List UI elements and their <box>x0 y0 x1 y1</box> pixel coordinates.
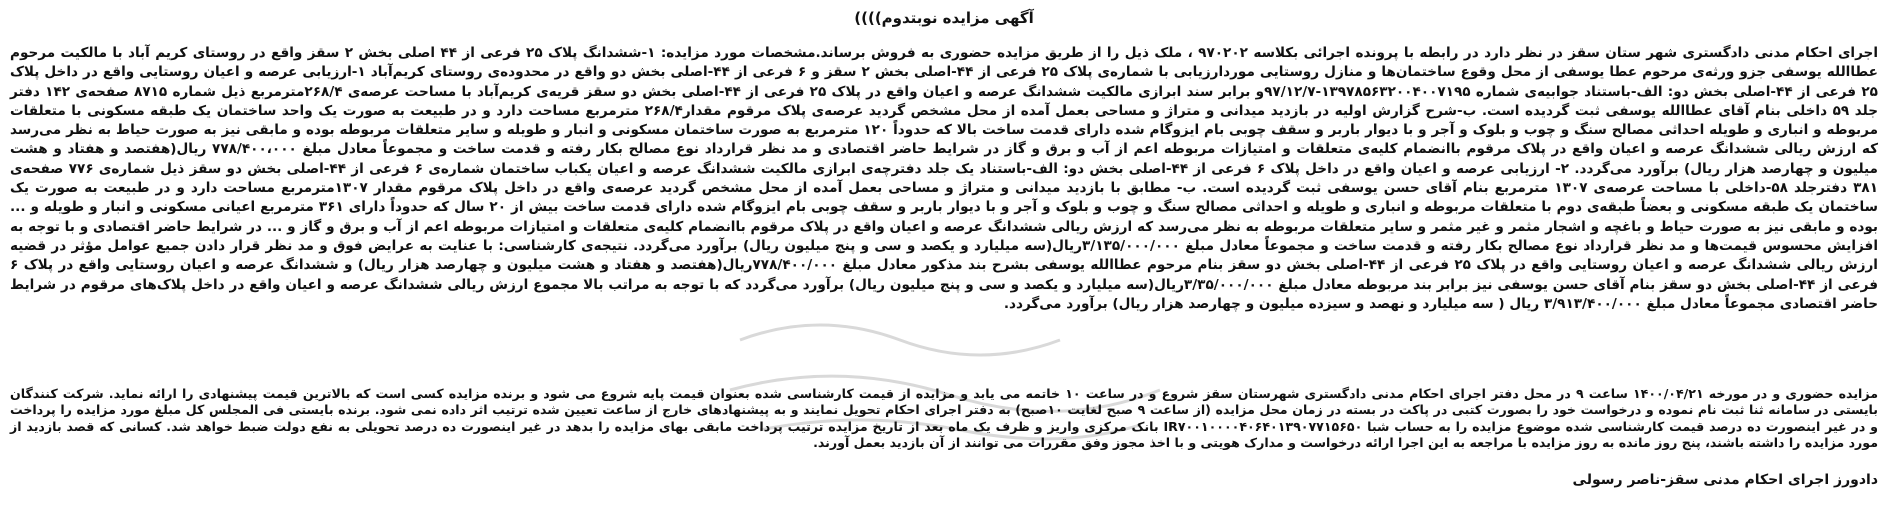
signature: دادورز اجرای احکام مدنی سقز-ناصر رسولی <box>1572 472 1878 488</box>
auction-conditions: مزایده حضوری و در مورخه ۱۴۰۰/۰۴/۲۱ ساعت ۹ در محل دفتر اجرای احکام مدنی دادگستری شهرستان سقز شروع و در ساعت ۱۰ خاتمه می یابد و مزایده از قیمت کارشناسی شده بعنوان قیمت پایه شروع می شود و برنده مزایده کسی است که بالاترین قیمت پیشنهادی را ارائه نماید. شرکت کنندگان بایستی در سامانه ثنا ثبت نام نموده و درخواست خود را بصورت کتبی در پاکت در بسته در زمان محل مزایده (از ساعت ۹ صبح لغایت ۱۰صبح) به دفتر اجرای احکام تحویل نمایند و به پیشنهادهای خارج از ساعت تعیین شده ترتیب اثر داده نمی شود. برنده بایستی فی المجلس کل مبلغ مورد مزایده را پرداخت و در غیر اینصورت ده درصد قیمت کارشناسی شده موضوع مزایده را به حساب شبا IR۷۰۰۱۰۰۰۰۴۰۶۴۰۱۳۹۰۷۷۱۵۶۵۰ بانک مرکزی واریز و ظرف یک ماه بعد از تاریخ مزایده ترتیب پرداخت مابقی بهای مزایده را بدهد در غیر اینصورت ده درصد تحویلی به نفع دولت ضبط خواهد شد. کسانی که قصد بازدید از مورد مزایده را داشته باشند، پنج روز مانده به روز مزایده با مراجعه به این اجرا ارائه درخواست و مدارک هویتی و با اخذ مجوز وفق مقررات می توانند از آن بازدید بعمل آورند. <box>10 386 1879 451</box>
notice-title: آگهی مزایده نوبتدوم)))) <box>854 9 1034 27</box>
notice-body: اجرای احکام مدنی دادگستری شهر ستان سقز در نظر دارد در رابطه با پرونده اجرائی بکلاسه ۹۷۰۲۰۲ ، ملک ذیل را از طریق مزایده حضوری به فروش برساند.مشخصات مورد مزایده: ۱-ششدانگ پلاک ۲۵ فرعی از ۴۴ اصلی بخش ۲ سقز واقع در روستای کریم آباد با مالکیت مرحوم عطاالله یوسفی جزو ورثه‌ی مرحوم عطا یوسفی از محل وقوع ساختمان‌ها و منازل روستایی موردارزیابی با شماره‌ی پلاک ۲۵ فرعی از ۴۴-اصلی بخش ۲ سقز و ۶ فرعی از ۴۴-اصلی بخش دو واقع در محدوده‌ی روستای کریم‌آباد ۱-ارزیابی عرصه و اعیان روستایی واقع در داخل پلاک ۲۵ فرعی از ۴۴-اصلی بخش دو: الف-باستناد جوابیه‌ی شماره ۱۳۹۷۸۵۶۳۲۰۰۴۰۰۷۱۹۵-۹۷/۱۲/۷و برابر سند ابرازی مالکیت ششدانگ عرصه و اعیان واقع در پلاک ۲۵ فرعی از ۴۴-اصلی بخش دو سقز قریه‌ی کریم‌آباد با مساحت عرصه‌ی ۲۶۸/۴مترمربع ذیل شماره ۸۷۱۵ صفحه‌ی ۱۴۲ دفتر جلد ۵۹ داخلی بنام آقای عطاالله یوسفی ثبت گردیده است. ب-شرح گزارش اولیه در بازدید میدانی و متراژ و مساحی بعمل آمده از محل مشخص گردید عرصه‌ی پلاک مرقوم مقدار۲۶۸/۴ مترمربع مساحت دارد و در طبیعت به صورت یک واحد ساختمان یک طبقه مسکونی با متعلقات مربوطه و انباری و طویله احداثی مصالح سنگ و چوب و بلوک و آجر و با دیوار باربر و سقف چوبی بام ایزوگام شده دارای قدمت ساخت بالا که حدوداً ۱۲۰ مترمربع به صورت ساختمان مسکونی و انبار و طویله و سایر متعلقات مربوطه بوده و مابقی نیز به صورت حیاط به نظر می‌رسد که ارزش ریالی ششدانگ عرصه و اعیان واقع در پلاک مرقوم باانضمام کلیه‌ی متعلقات و امتیازات مربوطه اعم از آب و برق و گاز در شرایط حاضر اقتصادی و مد نظر قرارداد نوع مصالح بکار رفته و قدمت ساخت و مجموعاً معادل مبلغ ۷۷۸/۴۰۰،۰۰۰ ریال(هفتصد و هفتاد و هشت میلیون و چهارصد هزار ریال) برآورد می‌گردد. ۲- ارزیابی عرصه و اعیان واقع در داخل پلاک ۶ فرعی از ۴۴-اصلی بخش دو: الف-باستناد یک جلد دفترچه‌ی ابرازی مالکیت ششدانگ عرصه و اعیان یکباب ساختمان شماره‌ی ۶ فرعی از ۴۴-اصلی بخش دو سقز ذیل شماره‌ی ۷۷۶ صفحه‌ی ۳۸۱ دفترجلد ۵۸-داخلی با مساحت عرصه‌ی ۱۳۰۷ مترمربع بنام آقای حسن یوسفی ثبت گردیده است. ب- مطابق با بازدید میدانی و متراژ و مساحی بعمل آمده از محل مشخص گردید عرصه‌ی واقع در داخل پلاک مرقوم مقدار ۱۳۰۷مترمربع مساحت دارد و در طبیعت به صورت یک ساختمان یک طبقه مسکونی و بعضاً طبقه‌ی دوم با متعلقات مربوطه و انباری و طویله و احداثی مصالح سنگ و چوب و بلوک و آجر و با دیوار باربر و سقف چوبی بام ایزوگام شده دارای قدمت ساخت بیش از ۲۰ سال که حدوداً دارای ۳۶۱ مترمربع اعیانی مسکونی و انبار و طویله و ... بوده و مابقی نیز به صورت حیاط و باغچه و اشجار مثمر و غیر مثمر و سایر متعلقات مربوطه به نظر می‌رسد که ارزش ریالی ششدانگ عرصه و اعیان واقع در پلاک مرقوم باانضمام کلیه‌ی متعلقات و امتیازات مربوطه اعم از آب و برق و گاز و ... در شرایط حاضر اقتصادی و با توجه به افزایش محسوس قیمت‌ها و مد نظر قرارداد نوع مصالح بکار رفته و قدمت ساخت و مجموعاً معادل مبلغ ۳/۱۳۵/۰۰۰/۰۰۰ریال(سه میلیارد و یکصد و سی و پنج میلیون ریال) برآورد می‌گردد. نتیجه‌ی کارشناسی: با عنایت به عرایض فوق و مد نظر قرار دادن جمیع عوامل مؤثر در قضیه ارزش ریالی ششدانگ عرصه و اعیان روستایی واقع در پلاک ۲۵ فرعی از ۴۴-اصلی بخش دو سقز بنام مرحوم عطاالله یوسفی بشرح بند مذکور معادل مبلغ ۷۷۸/۴۰۰/۰۰۰ریال(هفتصد و هفتاد و هشت میلیون و چهارصد هزار ریال) و ششدانگ عرصه و اعیان روستایی واقع در پلاک ۶ فرعی از ۴۴-اصلی بخش دو سقز بنام آقای حسن یوسفی نیز برابر بند مربوطه معادل مبلغ ۳/۳۵/۰۰۰/۰۰۰ریال(سه میلیارد و یکصد و سی و پنج میلیون ریال) برآورد می‌گردد که با توجه به مراتب بالا مجموع ارزش ریالی ششدانگ عرصه و اعیان واقع در داخل پلاک‌های مرقوم در شرایط حاضر اقتصادی مجموعاً معادل مبلغ ۳/۹۱۳/۴۰۰/۰۰۰ ریال ( سه میلیارد و نهصد و سیزده میلیون و چهارصد هزار ریال) برآورد می‌گردد. <box>10 45 1879 312</box>
